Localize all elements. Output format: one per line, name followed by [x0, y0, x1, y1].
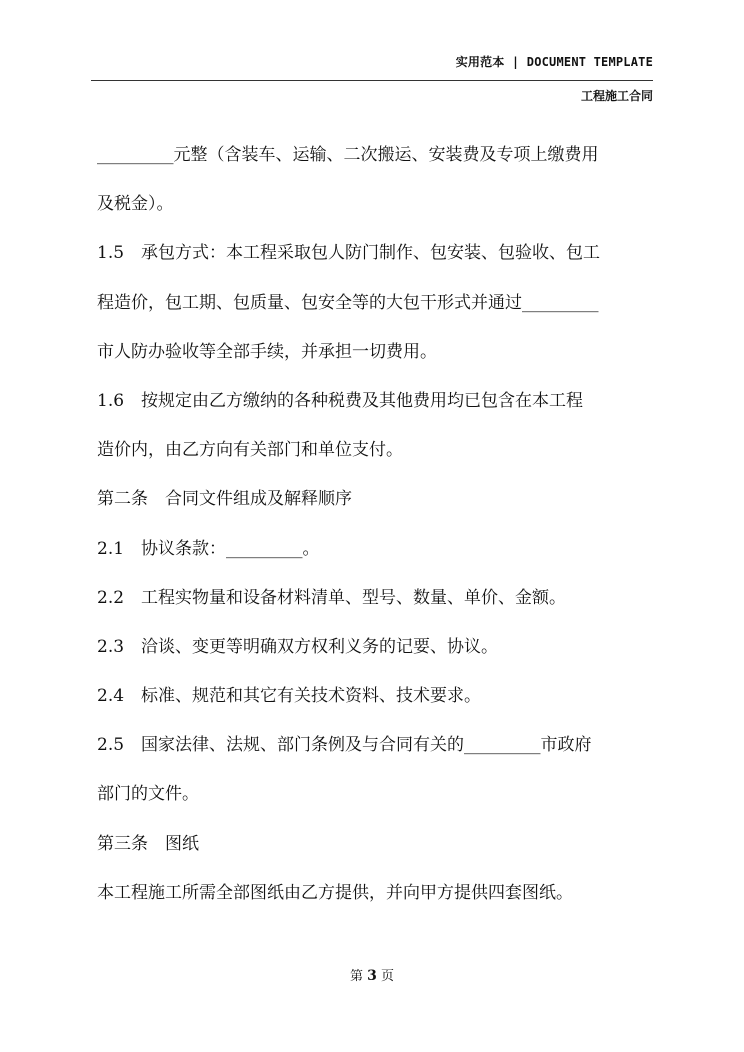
body-line: 本工程施工所需全部图纸由乙方提供，并向甲方提供四套图纸。 — [97, 882, 573, 903]
document-body — [97, 140, 657, 927]
body-line: 2.3 洽谈、变更等明确双方权利义务的记要、协议。 — [97, 636, 499, 657]
header-subtitle: 工程施工合同 — [580, 89, 653, 103]
body-line: 造价内，由乙方向有关部门和单位支付。 — [97, 440, 403, 461]
body-line: 2.2 工程实物量和设备材料清单、型号、数量、单价、金额。 — [97, 587, 567, 608]
page-number: 3 — [367, 968, 377, 984]
body-line: 2.1 协议条款：_________。 — [97, 538, 320, 559]
page-footer — [0, 965, 744, 984]
body-line: 程造价，包工期、包质量、包安全等的大包干形式并通过_________ — [97, 292, 599, 313]
header-title: 实用范本 | DOCUMENT TEMPLATE — [455, 55, 653, 69]
body-line: 及税金）。 — [97, 194, 174, 215]
body-line: 部门的文件。 — [97, 784, 199, 805]
body-line: 1.5 承包方式：本工程采取包人防门制作、包安装、包验收、包工 — [97, 243, 601, 264]
body-line: 2.4 标准、规范和其它有关技术资料、技术要求。 — [97, 686, 482, 707]
section-heading: 第三条 图纸 — [97, 833, 199, 854]
section-heading: 第二条 合同文件组成及解释顺序 — [97, 489, 352, 510]
body-line: _________元整（含装车、运输、二次搬运、安装费及专项上缴费用 — [97, 145, 599, 165]
footer-prefix: 第 — [349, 969, 363, 984]
footer-suffix: 页 — [381, 969, 395, 984]
body-line: 1.6 按规定由乙方缴纳的各种税费及其他费用均已包含在本工程 — [97, 390, 584, 411]
body-line: 2.5 国家法律、法规、部门条例及与合同有关的_________市政府 — [97, 735, 592, 756]
body-line: 市人防办验收等全部手续，并承担一切费用。 — [97, 341, 437, 362]
header-divider — [91, 80, 653, 81]
